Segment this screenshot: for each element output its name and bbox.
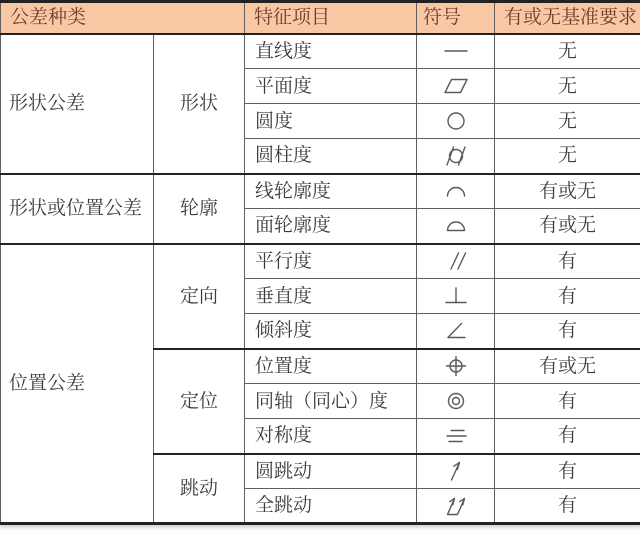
feature-cell: 圆柱度 bbox=[245, 139, 417, 174]
feature-cell: 垂直度 bbox=[245, 279, 417, 314]
feature-cell: 平行度 bbox=[245, 244, 417, 279]
feature-cell: 同轴（同心）度 bbox=[245, 384, 417, 419]
symbol-cell bbox=[417, 384, 495, 419]
datum-cell: 有 bbox=[495, 419, 640, 454]
category-cell-location: 定位 bbox=[154, 349, 245, 454]
symbol-cell bbox=[417, 314, 495, 349]
datum-cell: 有 bbox=[495, 384, 640, 419]
table-row bbox=[1, 174, 640, 209]
straightness-icon bbox=[438, 38, 474, 64]
datum-cell: 无 bbox=[495, 69, 640, 104]
table-row bbox=[1, 244, 640, 279]
datum-cell: 无 bbox=[495, 34, 640, 69]
datum-cell: 有 bbox=[495, 314, 640, 349]
table-row bbox=[1, 34, 640, 69]
category-cell-form: 形状 bbox=[154, 34, 245, 174]
symbol-cell bbox=[417, 69, 495, 104]
kind-cell-form: 形状公差 bbox=[1, 34, 154, 174]
position-icon bbox=[438, 353, 474, 379]
feature-cell: 倾斜度 bbox=[245, 314, 417, 349]
feature-cell: 线轮廓度 bbox=[245, 174, 417, 209]
datum-cell: 有或无 bbox=[495, 209, 640, 244]
symbol-cell bbox=[417, 349, 495, 384]
datum-cell: 有 bbox=[495, 244, 640, 279]
datum-cell: 有 bbox=[495, 279, 640, 314]
kind-cell-form-or-position: 形状或位置公差 bbox=[1, 174, 154, 244]
circularity-icon bbox=[438, 108, 474, 134]
feature-cell: 对称度 bbox=[245, 419, 417, 454]
kind-cell-position: 位置公差 bbox=[1, 244, 154, 524]
header-row bbox=[1, 2, 640, 34]
concentricity-icon bbox=[438, 388, 474, 414]
feature-cell: 平面度 bbox=[245, 69, 417, 104]
datum-cell: 有或无 bbox=[495, 174, 640, 209]
feature-cell: 圆跳动 bbox=[245, 454, 417, 489]
feature-cell: 面轮廓度 bbox=[245, 209, 417, 244]
header-datum-requirement: 有或无基准要求 bbox=[495, 2, 640, 34]
surface-profile-icon bbox=[438, 213, 474, 239]
symbol-cell bbox=[417, 209, 495, 244]
symbol-cell bbox=[417, 489, 495, 524]
datum-cell: 无 bbox=[495, 104, 640, 139]
datum-cell: 有或无 bbox=[495, 349, 640, 384]
symbol-cell bbox=[417, 454, 495, 489]
symbol-cell bbox=[417, 104, 495, 139]
feature-cell: 圆度 bbox=[245, 104, 417, 139]
feature-cell: 位置度 bbox=[245, 349, 417, 384]
feature-cell: 直线度 bbox=[245, 34, 417, 69]
symbol-cell bbox=[417, 419, 495, 454]
cylindricity-icon bbox=[438, 143, 474, 169]
header-symbol: 符号 bbox=[417, 2, 495, 34]
parallelism-icon bbox=[438, 248, 474, 274]
datum-cell: 无 bbox=[495, 139, 640, 174]
header-tolerance-kind: 公差种类 bbox=[1, 2, 245, 34]
symbol-cell bbox=[417, 34, 495, 69]
category-cell-orientation: 定向 bbox=[154, 244, 245, 349]
angularity-icon bbox=[438, 318, 474, 344]
feature-cell: 全跳动 bbox=[245, 489, 417, 524]
symbol-cell bbox=[417, 139, 495, 174]
flatness-icon bbox=[438, 73, 474, 99]
category-cell-profile: 轮廓 bbox=[154, 174, 245, 244]
symbol-cell bbox=[417, 174, 495, 209]
datum-cell: 有 bbox=[495, 489, 640, 524]
total-runout-icon bbox=[438, 493, 474, 519]
category-cell-runout: 跳动 bbox=[154, 454, 245, 524]
header-feature-item: 特征项目 bbox=[245, 2, 417, 34]
line-profile-icon bbox=[438, 178, 474, 204]
symbol-cell bbox=[417, 244, 495, 279]
symmetry-icon bbox=[438, 423, 474, 449]
circular-runout-icon bbox=[438, 458, 474, 484]
datum-cell: 有 bbox=[495, 454, 640, 489]
symbol-cell bbox=[417, 279, 495, 314]
perpendicularity-icon bbox=[438, 283, 474, 309]
